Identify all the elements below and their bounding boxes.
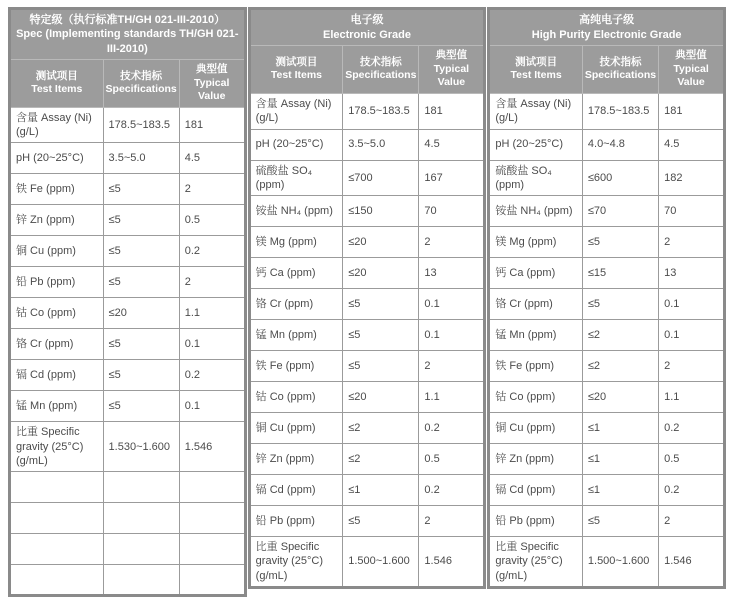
cell-typical-value: 2 bbox=[419, 351, 485, 382]
cell-typical-value: 13 bbox=[659, 258, 725, 289]
col-header-specifications bbox=[582, 46, 658, 94]
cell-test-item: 含量 Assay (Ni) (g/L) bbox=[249, 93, 343, 129]
cell-typical-value: 0.1 bbox=[179, 391, 245, 422]
table-row bbox=[249, 413, 485, 444]
table-row bbox=[249, 93, 485, 129]
cell-test-item: 锌 Zn (ppm) bbox=[10, 205, 104, 236]
table-row bbox=[489, 129, 725, 160]
col-header-test-items bbox=[10, 59, 104, 107]
cell-specification: ≤5 bbox=[343, 506, 419, 537]
table-row bbox=[249, 289, 485, 320]
cell-typical-value: 2 bbox=[659, 227, 725, 258]
cell-specification: ≤20 bbox=[103, 298, 179, 329]
cell-typical-value: 1.1 bbox=[659, 382, 725, 413]
table-row bbox=[10, 205, 246, 236]
cell-specification: ≤5 bbox=[103, 360, 179, 391]
table-row bbox=[249, 196, 485, 227]
cell-typical-value: 0.1 bbox=[659, 289, 725, 320]
grade-header-high-purity bbox=[489, 9, 725, 46]
grade-title-zh: 特定级（执行标准TH/GH 021-III-2010） bbox=[29, 14, 226, 26]
cell-typical-value: 1.1 bbox=[179, 298, 245, 329]
cell-specification: ≤5 bbox=[103, 236, 179, 267]
column-header-row bbox=[10, 59, 246, 107]
col-header-zh: 技术指标 bbox=[359, 55, 402, 68]
cell-specification: ≤2 bbox=[582, 351, 658, 382]
cell-typical-value: 13 bbox=[419, 258, 485, 289]
cell-test-item: 比重 Specific gravity (25°C) (g/mL) bbox=[489, 537, 583, 588]
table-row bbox=[10, 236, 246, 267]
col-header-en: Typical Value bbox=[433, 62, 470, 89]
table-row bbox=[249, 320, 485, 351]
table-row bbox=[10, 391, 246, 422]
cell-typical-value: 0.1 bbox=[419, 289, 485, 320]
table-row bbox=[249, 475, 485, 506]
cell-test-item bbox=[10, 534, 104, 565]
grade-title-zh: 高纯电子级 bbox=[579, 14, 635, 27]
cell-specification: ≤5 bbox=[103, 329, 179, 360]
cell-specification: ≤5 bbox=[343, 320, 419, 351]
table-row bbox=[489, 444, 725, 475]
table-row bbox=[249, 227, 485, 258]
cell-specification: ≤600 bbox=[582, 160, 658, 196]
table-row bbox=[10, 174, 246, 205]
cell-test-item: 镁 Mg (ppm) bbox=[249, 227, 343, 258]
col-header-en: Test Items bbox=[510, 69, 562, 82]
cell-test-item: 铅 Pb (ppm) bbox=[489, 506, 583, 537]
col-header-en: Test Items bbox=[270, 69, 323, 82]
cell-test-item: 铬 Cr (ppm) bbox=[489, 289, 583, 320]
table-row bbox=[10, 360, 246, 391]
table-row bbox=[249, 506, 485, 537]
col-header-typical-value bbox=[179, 59, 245, 107]
col-header-zh: 测试项目 bbox=[35, 69, 78, 82]
cell-test-item: 铅 Pb (ppm) bbox=[249, 506, 343, 537]
table-body-high-purity-grade bbox=[489, 93, 725, 587]
table-row bbox=[489, 351, 725, 382]
cell-test-item: 铵盐 NH₄ (ppm) bbox=[249, 196, 343, 227]
col-header-test-items bbox=[489, 46, 583, 94]
table-row bbox=[249, 160, 485, 196]
cell-test-item: 钴 Co (ppm) bbox=[249, 382, 343, 413]
table-row bbox=[489, 258, 725, 289]
table-row bbox=[489, 196, 725, 227]
cell-test-item: 铜 Cu (ppm) bbox=[10, 236, 104, 267]
cell-test-item: 铁 Fe (ppm) bbox=[249, 351, 343, 382]
table-row bbox=[249, 351, 485, 382]
cell-typical-value: 181 bbox=[419, 93, 485, 129]
cell-typical-value bbox=[179, 565, 245, 596]
cell-specification: 3.5~5.0 bbox=[343, 129, 419, 160]
table-row bbox=[249, 129, 485, 160]
grade-title-row bbox=[249, 9, 485, 46]
spec-table-specific-grade bbox=[8, 7, 247, 597]
cell-test-item: 比重 Specific gravity (25°C) (g/mL) bbox=[10, 422, 104, 472]
cell-test-item: 锰 Mn (ppm) bbox=[249, 320, 343, 351]
cell-typical-value: 2 bbox=[419, 506, 485, 537]
cell-test-item: 锰 Mn (ppm) bbox=[489, 320, 583, 351]
cell-specification: 178.5~183.5 bbox=[343, 93, 419, 129]
cell-specification: ≤5 bbox=[582, 506, 658, 537]
cell-specification: ≤5 bbox=[103, 174, 179, 205]
cell-typical-value: 70 bbox=[659, 196, 725, 227]
grade-header-specific bbox=[10, 9, 246, 60]
cell-typical-value: 2 bbox=[179, 174, 245, 205]
spec-table-electronic-grade bbox=[248, 7, 487, 589]
cell-specification: ≤1 bbox=[582, 475, 658, 506]
cell-specification: ≤20 bbox=[582, 382, 658, 413]
cell-specification: ≤5 bbox=[582, 289, 658, 320]
table-row bbox=[249, 537, 485, 588]
table-row bbox=[489, 537, 725, 588]
cell-typical-value: 2 bbox=[659, 506, 725, 537]
cell-specification: ≤5 bbox=[343, 351, 419, 382]
cell-specification: ≤700 bbox=[343, 160, 419, 196]
cell-typical-value: 182 bbox=[659, 160, 725, 196]
cell-typical-value: 0.5 bbox=[659, 444, 725, 475]
spec-table-high-purity-grade bbox=[487, 7, 726, 589]
cell-specification: ≤20 bbox=[343, 382, 419, 413]
table-row bbox=[249, 382, 485, 413]
cell-test-item: 含量 Assay (Ni) (g/L) bbox=[10, 107, 104, 143]
col-header-en: Typical Value bbox=[673, 62, 709, 89]
cell-typical-value: 0.5 bbox=[419, 444, 485, 475]
cell-specification: ≤2 bbox=[582, 320, 658, 351]
table-body-specific-grade bbox=[10, 107, 246, 595]
table-row bbox=[489, 160, 725, 196]
cell-typical-value bbox=[179, 472, 245, 503]
table-row bbox=[489, 289, 725, 320]
col-header-zh: 测试项目 bbox=[275, 55, 318, 68]
cell-test-item: pH (20~25°C) bbox=[10, 143, 104, 174]
col-header-zh: 典型值 bbox=[435, 49, 468, 61]
cell-typical-value: 4.5 bbox=[179, 143, 245, 174]
cell-specification: 178.5~183.5 bbox=[103, 107, 179, 143]
table-row bbox=[489, 413, 725, 444]
cell-test-item: 钴 Co (ppm) bbox=[489, 382, 583, 413]
col-header-en: Specifications bbox=[345, 69, 417, 82]
cell-test-item: 镉 Cd (ppm) bbox=[249, 475, 343, 506]
cell-typical-value: 0.2 bbox=[659, 413, 725, 444]
col-header-en: Specifications bbox=[584, 69, 657, 82]
cell-typical-value: 0.2 bbox=[179, 360, 245, 391]
cell-typical-value: 0.2 bbox=[659, 475, 725, 506]
col-header-test-items bbox=[249, 46, 343, 94]
cell-test-item: 锌 Zn (ppm) bbox=[489, 444, 583, 475]
table-row bbox=[249, 444, 485, 475]
cell-test-item: 锰 Mn (ppm) bbox=[10, 391, 104, 422]
grade-title-en: High Purity Electronic Grade bbox=[531, 28, 682, 41]
grade-title-zh: 电子级 bbox=[350, 14, 384, 27]
cell-typical-value: 0.2 bbox=[179, 236, 245, 267]
cell-typical-value: 1.1 bbox=[419, 382, 485, 413]
cell-specification: ≤5 bbox=[103, 205, 179, 236]
cell-specification: ≤1 bbox=[582, 444, 658, 475]
cell-specification: 1.500~1.600 bbox=[343, 537, 419, 588]
cell-typical-value: 1.546 bbox=[419, 537, 485, 588]
col-header-zh: 测试项目 bbox=[515, 55, 558, 68]
cell-specification bbox=[103, 472, 179, 503]
grade-title-row bbox=[10, 9, 246, 60]
cell-specification: ≤5 bbox=[103, 391, 179, 422]
cell-typical-value bbox=[179, 503, 245, 534]
cell-specification: ≤1 bbox=[582, 413, 658, 444]
cell-typical-value: 0.5 bbox=[179, 205, 245, 236]
cell-typical-value: 70 bbox=[419, 196, 485, 227]
col-header-en: Test Items bbox=[31, 83, 83, 96]
cell-specification: ≤15 bbox=[582, 258, 658, 289]
cell-specification: ≤20 bbox=[343, 258, 419, 289]
cell-test-item: 钴 Co (ppm) bbox=[10, 298, 104, 329]
cell-specification: ≤2 bbox=[343, 413, 419, 444]
table-row bbox=[10, 267, 246, 298]
col-header-specifications bbox=[103, 59, 179, 107]
cell-typical-value: 181 bbox=[659, 93, 725, 129]
cell-typical-value: 181 bbox=[179, 107, 245, 143]
table-row bbox=[489, 227, 725, 258]
col-header-zh: 典型值 bbox=[195, 62, 228, 75]
table-row bbox=[10, 143, 246, 174]
cell-typical-value: 0.2 bbox=[419, 475, 485, 506]
table-row bbox=[10, 107, 246, 143]
table-row bbox=[10, 472, 246, 503]
cell-specification: 1.500~1.600 bbox=[582, 537, 658, 588]
cell-test-item: 锌 Zn (ppm) bbox=[249, 444, 343, 475]
cell-test-item: pH (20~25°C) bbox=[489, 129, 583, 160]
col-header-zh: 典型值 bbox=[675, 49, 707, 61]
table-row bbox=[10, 503, 246, 534]
cell-test-item: 钙 Ca (ppm) bbox=[249, 258, 343, 289]
cell-typical-value: 4.5 bbox=[419, 129, 485, 160]
cell-specification: ≤5 bbox=[582, 227, 658, 258]
table-row bbox=[489, 320, 725, 351]
cell-test-item: 比重 Specific gravity (25°C) (g/mL) bbox=[249, 537, 343, 588]
col-header-typical-value bbox=[419, 46, 485, 94]
cell-specification: 3.5~5.0 bbox=[103, 143, 179, 174]
cell-test-item bbox=[10, 503, 104, 534]
cell-specification bbox=[103, 534, 179, 565]
cell-test-item: 镉 Cd (ppm) bbox=[10, 360, 104, 391]
cell-typical-value: 4.5 bbox=[659, 129, 725, 160]
cell-test-item: 镁 Mg (ppm) bbox=[489, 227, 583, 258]
table-row bbox=[10, 298, 246, 329]
table-row bbox=[10, 534, 246, 565]
cell-test-item bbox=[10, 472, 104, 503]
cell-typical-value: 1.546 bbox=[179, 422, 245, 472]
cell-specification: ≤2 bbox=[343, 444, 419, 475]
cell-typical-value: 2 bbox=[419, 227, 485, 258]
cell-test-item: pH (20~25°C) bbox=[249, 129, 343, 160]
cell-test-item: 铁 Fe (ppm) bbox=[489, 351, 583, 382]
table-row bbox=[489, 475, 725, 506]
cell-test-item: 镉 Cd (ppm) bbox=[489, 475, 583, 506]
cell-test-item: 铅 Pb (ppm) bbox=[10, 267, 104, 298]
cell-test-item: 铬 Cr (ppm) bbox=[10, 329, 104, 360]
cell-specification: 1.530~1.600 bbox=[103, 422, 179, 472]
cell-specification: 4.0~4.8 bbox=[582, 129, 658, 160]
table-row bbox=[489, 93, 725, 129]
cell-test-item: 铜 Cu (ppm) bbox=[489, 413, 583, 444]
cell-typical-value: 0.1 bbox=[659, 320, 725, 351]
cell-typical-value: 1.546 bbox=[659, 537, 725, 588]
cell-typical-value: 2 bbox=[659, 351, 725, 382]
column-header-row bbox=[489, 46, 725, 94]
cell-test-item: 硫酸盐 SO₄ (ppm) bbox=[249, 160, 343, 196]
table-row bbox=[10, 565, 246, 596]
grade-title-en: Spec (Implementing standards TH/GH 021-III-2010) bbox=[16, 28, 239, 55]
table-row bbox=[489, 382, 725, 413]
cell-test-item: 铜 Cu (ppm) bbox=[249, 413, 343, 444]
table-row bbox=[10, 422, 246, 472]
cell-typical-value: 167 bbox=[419, 160, 485, 196]
col-header-zh: 技术指标 bbox=[599, 55, 642, 68]
cell-typical-value: 0.2 bbox=[419, 413, 485, 444]
table-row bbox=[249, 258, 485, 289]
cell-typical-value: 2 bbox=[179, 267, 245, 298]
cell-specification: 178.5~183.5 bbox=[582, 93, 658, 129]
table-body-electronic-grade bbox=[249, 93, 485, 587]
cell-typical-value: 0.1 bbox=[419, 320, 485, 351]
cell-specification: ≤5 bbox=[343, 289, 419, 320]
table-row bbox=[489, 506, 725, 537]
col-header-specifications bbox=[343, 46, 419, 94]
cell-test-item: 铵盐 NH₄ (ppm) bbox=[489, 196, 583, 227]
cell-specification: ≤70 bbox=[582, 196, 658, 227]
cell-typical-value bbox=[179, 534, 245, 565]
cell-specification: ≤150 bbox=[343, 196, 419, 227]
table-row bbox=[10, 329, 246, 360]
cell-test-item bbox=[10, 565, 104, 596]
cell-typical-value: 0.1 bbox=[179, 329, 245, 360]
grade-header-electronic bbox=[249, 9, 485, 46]
column-header-row bbox=[249, 46, 485, 94]
col-header-typical-value bbox=[659, 46, 725, 94]
cell-specification: ≤5 bbox=[103, 267, 179, 298]
cell-specification: ≤20 bbox=[343, 227, 419, 258]
cell-specification bbox=[103, 503, 179, 534]
cell-test-item: 钙 Ca (ppm) bbox=[489, 258, 583, 289]
col-header-en: Typical Value bbox=[194, 76, 230, 103]
cell-test-item: 铁 Fe (ppm) bbox=[10, 174, 104, 205]
spec-table bbox=[8, 7, 726, 597]
cell-specification bbox=[103, 565, 179, 596]
col-header-en: Specifications bbox=[105, 83, 177, 96]
grade-title-en: Electronic Grade bbox=[322, 28, 412, 41]
cell-test-item: 含量 Assay (Ni) (g/L) bbox=[489, 93, 583, 129]
col-header-zh: 技术指标 bbox=[120, 69, 163, 82]
cell-test-item: 铬 Cr (ppm) bbox=[249, 289, 343, 320]
grade-title-row bbox=[489, 9, 725, 46]
cell-specification: ≤1 bbox=[343, 475, 419, 506]
cell-test-item: 硫酸盐 SO₄ (ppm) bbox=[489, 160, 583, 196]
